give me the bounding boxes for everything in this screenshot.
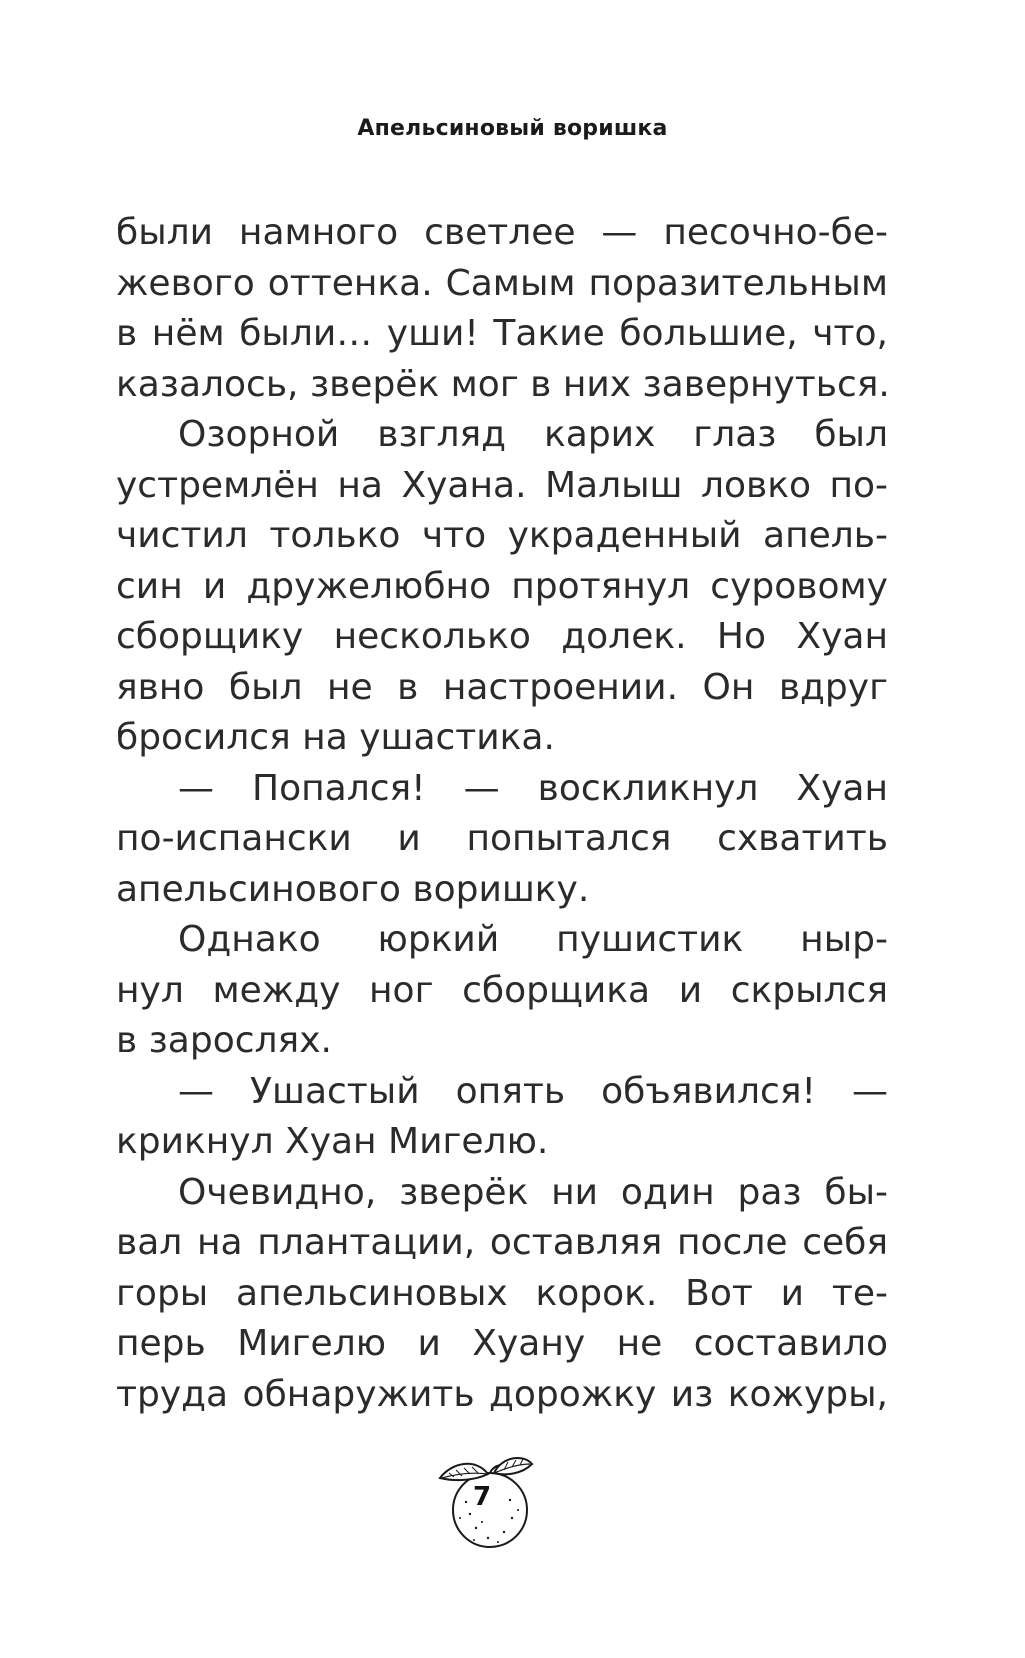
text-line: в нём были… уши! Такие большие, что, bbox=[116, 313, 888, 354]
text-line: син и дружелюбно протянул суровому bbox=[116, 565, 888, 607]
text-line: в зарослях. bbox=[116, 1020, 332, 1061]
text-line: жевого оттенка. Самым поразительным bbox=[116, 262, 888, 304]
text-line: Однако юркий пушистик ныр- bbox=[178, 919, 888, 960]
text-line: нул между ног сборщика и скрылся bbox=[116, 969, 888, 1011]
text-line: труда обнаружить дорожку из кожуры, bbox=[116, 1373, 888, 1415]
text-line: крикнул Хуан Мигелю. bbox=[116, 1121, 549, 1162]
text-line: Очевидно, зверёк ни один раз бы- bbox=[178, 1171, 888, 1213]
text-line: перь Мигелю и Хуану не составило bbox=[116, 1323, 888, 1364]
text-line: апельсинового воришку. bbox=[116, 868, 590, 910]
text-line: бросился на ушастика. bbox=[116, 717, 555, 758]
text-line: чистил только что украденный апель- bbox=[116, 515, 888, 556]
text-line: казалось, зверёк мог в них завернуться. bbox=[116, 363, 890, 405]
page-number: 7 bbox=[472, 1482, 492, 1512]
text-line: — Попался! — воскликнул Хуан bbox=[178, 767, 888, 809]
text-line: устремлён на Хуана. Малыш ловко по- bbox=[116, 464, 888, 506]
body-text bbox=[116, 208, 888, 1420]
text-line: явно был не в настроении. Он вдруг bbox=[116, 666, 888, 708]
running-head: Апельсиновый воришка bbox=[357, 116, 668, 141]
text-line: сборщику несколько долек. Но Хуан bbox=[116, 616, 888, 657]
text-line: горы апельсиновых корок. Вот и те- bbox=[116, 1272, 888, 1314]
text-line: по-испански и попытался схватить bbox=[116, 818, 888, 859]
text-line: вал на плантации, оставляя после себя bbox=[116, 1222, 888, 1263]
text-line: Озорной взгляд карих глаз был bbox=[178, 414, 888, 455]
text-line: были намного светлее — песочно-бе- bbox=[116, 212, 888, 253]
text-line: — Ушастый опять объявился! — bbox=[178, 1070, 888, 1112]
